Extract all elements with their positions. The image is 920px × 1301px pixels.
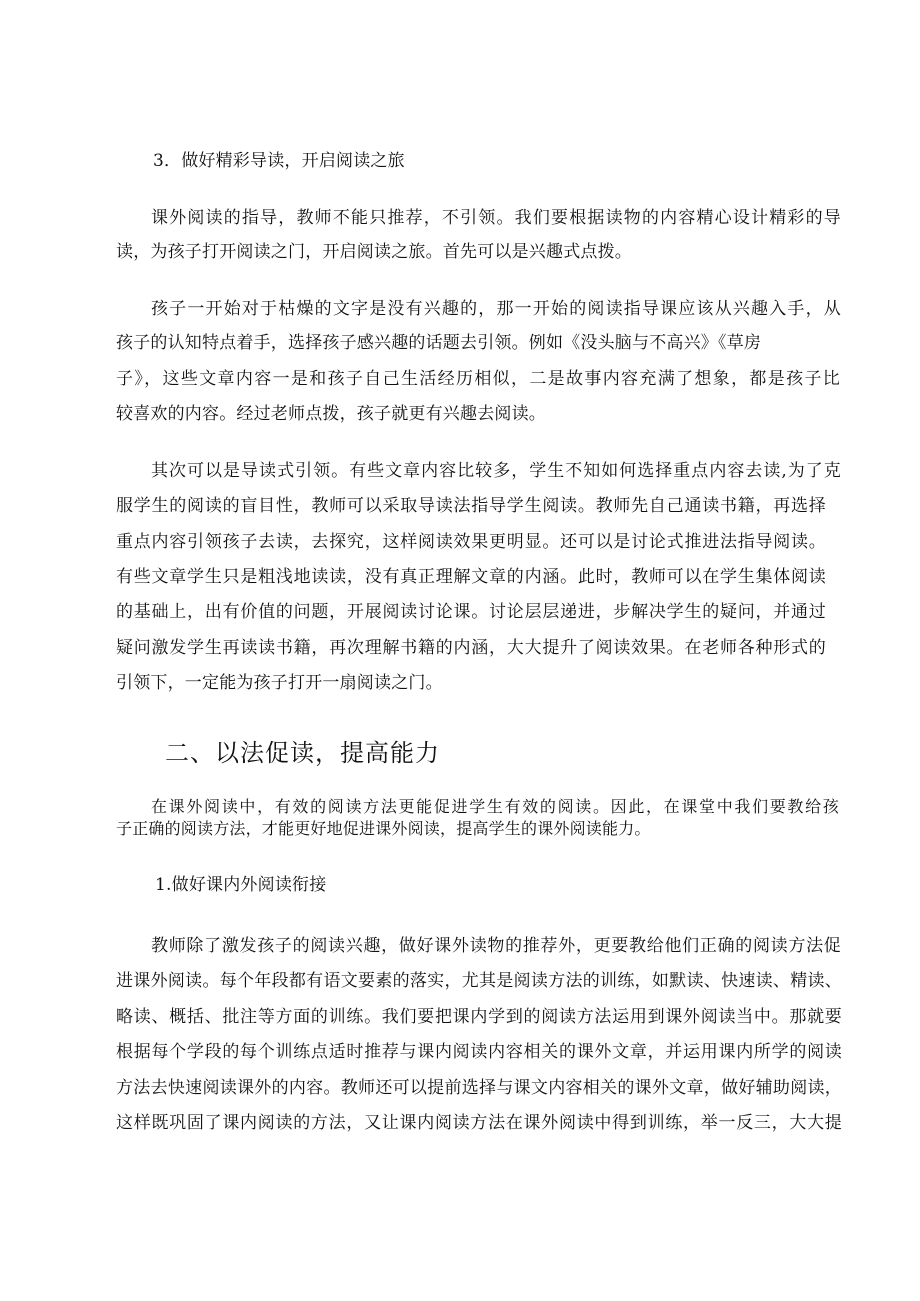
- paragraph-line: 方法去快速阅读课外的内容。教师还可以提前选择与课文内容相关的课外文章，做好辅助阅读，: [116, 1078, 842, 1098]
- paragraph-line: 有些文章学生只是粗浅地读读，没有真正理解文章的内涵。此时，教师可以在学生集体阅读: [116, 567, 826, 587]
- paragraph-line: 引领下，一定能为孩子打开一扇阅读之门。: [116, 673, 443, 693]
- paragraph-line: 读，为孩子打开阅读之门，开启阅读之旅。首先可以是兴趣式点拨。: [116, 242, 632, 262]
- paragraph-line: 略读、概括、批注等方面的训练。我们要把课内学到的阅读方法运用到课外阅读当中。那就要: [116, 1007, 842, 1027]
- paragraph-line: 疑问激发学生再读读书籍，再次理解书籍的内涵，大大提升了阅读效果。在老师各种形式的: [116, 638, 826, 658]
- paragraph-line: 较喜欢的内容。经过老师点拨，孩子就更有兴趣去阅读。: [116, 404, 546, 424]
- paragraph-line: 这样既巩固了课内阅读的方法，又让课内阅读方法在课外阅读中得到训练，举一反三，大大提: [116, 1113, 842, 1133]
- paragraph-line: 子正确的阅读方法，才能更好地促进课外阅读，提高学生的课外阅读能力。: [116, 819, 651, 838]
- paragraph-line: 进课外阅读。每个年段都有语文要素的落实，尤其是阅读方法的训练，如默读、快速读、精读、: [116, 971, 842, 991]
- paragraph-line: 教师除了激发孩子的阅读兴趣，做好课外读物的推荐外，更要教给他们正确的阅读方法促: [151, 936, 841, 956]
- paragraph-line: 在课外阅读中，有效的阅读方法更能促进学生有效的阅读。因此，在课堂中我们要教给孩: [151, 797, 839, 816]
- paragraph-line: 孩子的认知特点着手，选择孩子感兴趣的话题去引领。例如《没头脑与不高兴》《草房: [116, 333, 762, 353]
- paragraph-line: 子》，这些文章内容一是和孩子自己生活经历相似，二是故事内容充满了想象，都是孩子比: [116, 369, 840, 389]
- subsection-heading: 1.做好课内外阅读衔接: [155, 875, 327, 895]
- part-heading: 二、以法促读，提高能力: [165, 739, 440, 767]
- paragraph-line: 其次可以是导读式引领。有些文章内容比较多，学生不知如何选择重点内容去读,为了克: [151, 461, 841, 481]
- paragraph-line: 重点内容引领孩子去读，去探究，这样阅读效果更明显。还可以是讨论式推进法指导阅读。: [116, 532, 826, 552]
- paragraph-line: 服学生的阅读的盲目性，教师可以采取导读法指导学生阅读。教师先自己通读书籍，再选择: [116, 496, 826, 516]
- paragraph-line: 的基础上，出有价值的问题，开展阅读讨论课。讨论层层递进，步解决学生的疑问，并通过: [116, 602, 826, 622]
- paragraph-line: 课外阅读的指导，教师不能只推荐，不引领。我们要根据读物的内容精心设计精彩的导: [151, 208, 841, 228]
- section-heading: 3．做好精彩导读，开启阅读之旅: [153, 151, 405, 171]
- paragraph-line: 孩子一开始对于枯燥的文字是没有兴趣的，那一开始的阅读指导课应该从兴趣入手，从: [151, 299, 841, 319]
- paragraph-line: 根据每个学段的每个训练点适时推荐与课内阅读内容相关的课外文章，并运用课内所学的阅读: [116, 1042, 842, 1062]
